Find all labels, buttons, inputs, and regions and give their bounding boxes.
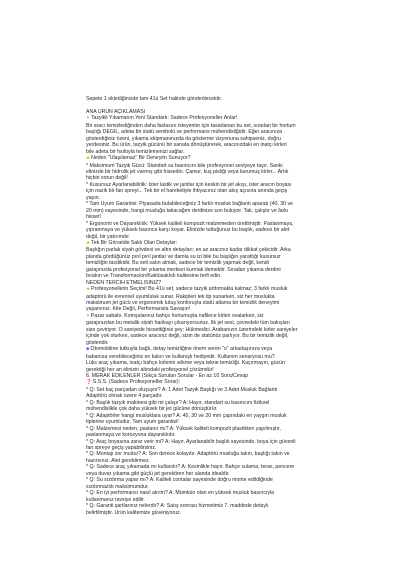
diamond-icon: ◆ xyxy=(86,347,90,353)
description-line xyxy=(86,346,344,353)
description-text: belirtilmiştir. Ürün kalitemize güveniyoruz. xyxy=(86,509,182,516)
description-text: * Q: Araç boyasına zarar verir mi? A: Hayır. Ayarlanabilir başlık sayesinde, boya için güvenli xyxy=(86,438,296,445)
description-text: gösterdiğiniz özeni, yıkama ekipmanınızda da gösterme vizyonuna sahipseniz, doğru xyxy=(86,135,281,142)
description-text: planda gördüğünüz pırıl pırıl jantlar ve damla su izi bile bu başlığın yarattığı kusursuz xyxy=(86,253,281,260)
description-text: Neden "Ulaşılamaz" Bir Deneyim Sunuyor? xyxy=(91,155,191,162)
intro-text: Sepete 1 eklediğinizde tam 41ü Set halinde gönderilecektir. xyxy=(86,96,223,102)
description-text: değil, bir yatırımdır. xyxy=(86,233,131,240)
description-text: * Q: Su sızdırma yapar mı? A: Kaliteli contalar sayesinde doğru monte edildiğinde xyxy=(86,477,273,484)
description-line xyxy=(86,240,344,247)
description-text: yapın. xyxy=(86,194,101,201)
description-text: * Q: Başlık tazyik makinesi gibi mi çalışır? A: Hayır, standart su basıncını fiziksel xyxy=(86,399,270,406)
sparkle-icon: ✦ xyxy=(86,116,90,122)
description-text: Profesyonellerin Seçimi! Bu 41ü set, sadece tazyik arttırmakla kalmaz; 3 farklı musluk xyxy=(91,286,288,293)
description-text: yaşarsınız. Kite Değil, Performansla Savaşın! xyxy=(86,306,191,313)
description-text: bırakın ve Transformacion/Kaktüsaklıdı kalitesine terfi edin. xyxy=(86,273,222,280)
description-text: yıpranmaya ve yüksek basınca karşı koyar. Elinizde tuttuğunuz bu başlık, sadece bir alet xyxy=(86,227,290,234)
description-text: * Kusursuz Ayarlanabilirlik: İster lastik ve jantlar için keskin bir jet akışı, ister aracın boyası xyxy=(86,181,292,188)
description-text: yerdesiniz. Bu ürün, tazyik gücünü bir sanata dönüştürerek, aracınızdaki en inatçı kirleri xyxy=(86,142,287,149)
description-text: hisset! xyxy=(86,214,101,221)
description-text: * Ergonomi ve Dayanıklılık: Yüksek kaliteli kompozit malzemeden üretilmiştir. Paslanmaya, xyxy=(86,220,294,227)
description-text: sızdırmazlık maksimumdur. xyxy=(86,483,149,490)
description-text: 20 mm) sayesinde, hangi musluğa takacağım derdinize son buluyor. Tak, çalıştır ve farkı xyxy=(86,207,289,214)
description-body xyxy=(86,109,344,516)
description-text: * Maksimum Tazyik Gücü: Standart su basıncını bile profesyonel seviyeye taşır. Sanki xyxy=(86,162,283,169)
description-text: maksimum jet gücü ve ergonomik tutuş konforuyla statü atlama bir temizlik deneyimi xyxy=(86,300,280,307)
description-text: tiplerine uyumludur. Tam uyum garantisi! xyxy=(86,419,179,426)
description-text: 6. MERAK EDİLENLER (Sıkça Sorulan Sorular - En az 10 Soru/Cevap xyxy=(86,373,249,380)
description-text: adaptörü ile evrensel uyumluluk sunar. Rakipleri tek tip sunarken, siz her muslukta xyxy=(86,293,275,300)
description-text: mühendislikle çok daha yüksek bir jet gücüne dönüştürür. xyxy=(86,406,218,413)
sparkle-icon: ✦ xyxy=(86,313,90,319)
description-text: garajınızdan bu metalik siyah harikayı çıkarıyorsunuz. İlk jet sesi, çevredeki tüm bakışları xyxy=(86,320,290,327)
description-line xyxy=(86,286,344,293)
description-text: Otomobiline tutkuyla bağlı, detay temizliğine önem veren "o" arkadaşınıza veya xyxy=(90,346,273,353)
description-text: içinde yok olurken, sadece aracınız değil, sizin de statünüz parlıyor. Bu bir temizlik değil, xyxy=(86,333,289,340)
description-text: * Q: Garanti şartlarınız nelerdir? A: Satış sonrası hizmetimiz 7. maddede detaylı xyxy=(86,503,269,510)
star-icon: ★ xyxy=(86,156,91,162)
star-icon: ★ xyxy=(86,287,91,293)
description-text: temizliğin tasdikidir. Bu seti satın almak, sadece bir temizlik yapmak değil, kendi xyxy=(86,260,269,267)
star-icon: ★ xyxy=(86,240,91,246)
description-line xyxy=(86,313,344,320)
description-text: * Q: Adaptörler hangi musluklara uyar? A: 40, 30 ve 20 mm çapındaki en yaygın musluk xyxy=(86,412,287,419)
description-text: garajınızda profesyonel bir yıkama merkezi kurmak demektir. Sıradan yıkama derdini xyxy=(86,266,281,273)
description-text: kullanmanız tavsiye edilir. xyxy=(86,496,145,503)
description-text: için nazik bir fan spreyi... Tek bir el hareketiyle ihtiyacınız olan akış açısına anında geçiş xyxy=(86,188,288,195)
description-text: Pazar sabahı. Komşularınız bahçe hortumuyla nafilece kirleri ovalarken, siz xyxy=(90,312,264,319)
description-text: hiçbiri sorun değil! xyxy=(86,175,128,182)
description-text: Bir aracı temizlediğinden daha fazlasını isteyenler için tasarlanan bu set, sıradan bir hortum xyxy=(86,122,296,129)
description-text: Lüks araç yıkama, inatçı bahçe kirlerini sökme veya tekne temizliği. Kaçırmayın, gücün xyxy=(86,360,285,367)
description-line xyxy=(86,379,344,386)
product-description xyxy=(86,96,344,516)
description-text: fan spreye geçiş yapabilirsiniz. xyxy=(86,445,157,451)
description-text: gösteridir. xyxy=(86,339,109,346)
description-line xyxy=(86,510,344,516)
description-text: paslanmaya ve korozyona dayanıklıdır. xyxy=(86,432,176,439)
description-text: Başlığın parlak siyah gövdesi ve altın detayları; en az aracınız kadar dikkat çekicidir. Arka xyxy=(86,247,291,254)
description-line xyxy=(86,115,344,122)
description-text: * Q: Malzemesi neden, paslanır mı? A: Yüksek kaliteli kompozit plastikten yapılmıştır, xyxy=(86,425,281,432)
description-text: * Q: Set kaç parçadan oluşuyor? A: 1 Adet Tazyik Başlığı ve 3 Adet Musluk Bağlantı xyxy=(86,386,278,393)
description-text: babanıza verebileceğiniz en kalıcı ve kullanışlı hediyedir. Kullanım senaryosu mu? xyxy=(86,353,275,360)
description-text: ANA ÜRÜN AÇIKLAMASI xyxy=(86,108,146,115)
description-text: Adaptörü olmak üzere 4 parçadır. xyxy=(86,393,163,400)
description-text: Tek Bir Görselde Saklı Olan Detaylar: xyxy=(91,239,178,246)
description-text: başlığı DEĞİL, adeta bir statü sembolü ve performans mühendisliğidir. Eğer aracınıza xyxy=(86,129,283,136)
description-text: * Q: Sadece araç yıkamada mı kullanılır? A: Kesinlikle hayır. Bahçe sulama, teras, pencere xyxy=(86,464,295,471)
description-text: elinizde bir hidrolik jet varmış gibi hissedin. Çamur, kuş pisliği veya kurumuş kirler... Artık xyxy=(86,168,289,175)
description-line xyxy=(86,155,344,162)
description-text: Tazyikli Yıkamanın Yeni Standartı: Sadece Profesyoneller Anlar! xyxy=(90,115,238,122)
description-text: bile adeta bir fısıltıyla temizlemenizi sağlar. xyxy=(86,148,185,155)
question-icon: ❓ xyxy=(86,380,92,386)
description-text: * Tam Uyum Garantisi: Piyasada bulabileceğiniz 3 farklı musluk bağlantı aparatı (40, 30 ve xyxy=(86,201,293,208)
description-text: veya duvar yıkama gibi güçlü jet gerektiren her alanda idealdir. xyxy=(86,470,230,477)
description-text: * Q: En iyi performansı nasıl alırım? A: Mümkün olan en yüksek musluk basıncıyla xyxy=(86,490,274,497)
description-text: * Q: Montajı zor mudur? A: Son derece kolaydır. Adaptörü musluğa takın, başlığı takın ve xyxy=(86,451,290,458)
description-text: gerektiği her an elinizin altındaki profesyonel çözümdür! xyxy=(86,366,214,373)
description-text: NEDEN TERCİH ETMELİSİNİZ? xyxy=(86,279,162,286)
description-text: size çeviriyor. O saniyede hissettiğiniz şey: Hükmedici. Arabanızın üzerindeki kirler saniyeler xyxy=(86,326,298,333)
description-text: S.S.S. (Sadece Profesyoneller Sorar): xyxy=(92,379,181,386)
description-text: hazırsınız. Alet gerektirmez. xyxy=(86,457,151,464)
